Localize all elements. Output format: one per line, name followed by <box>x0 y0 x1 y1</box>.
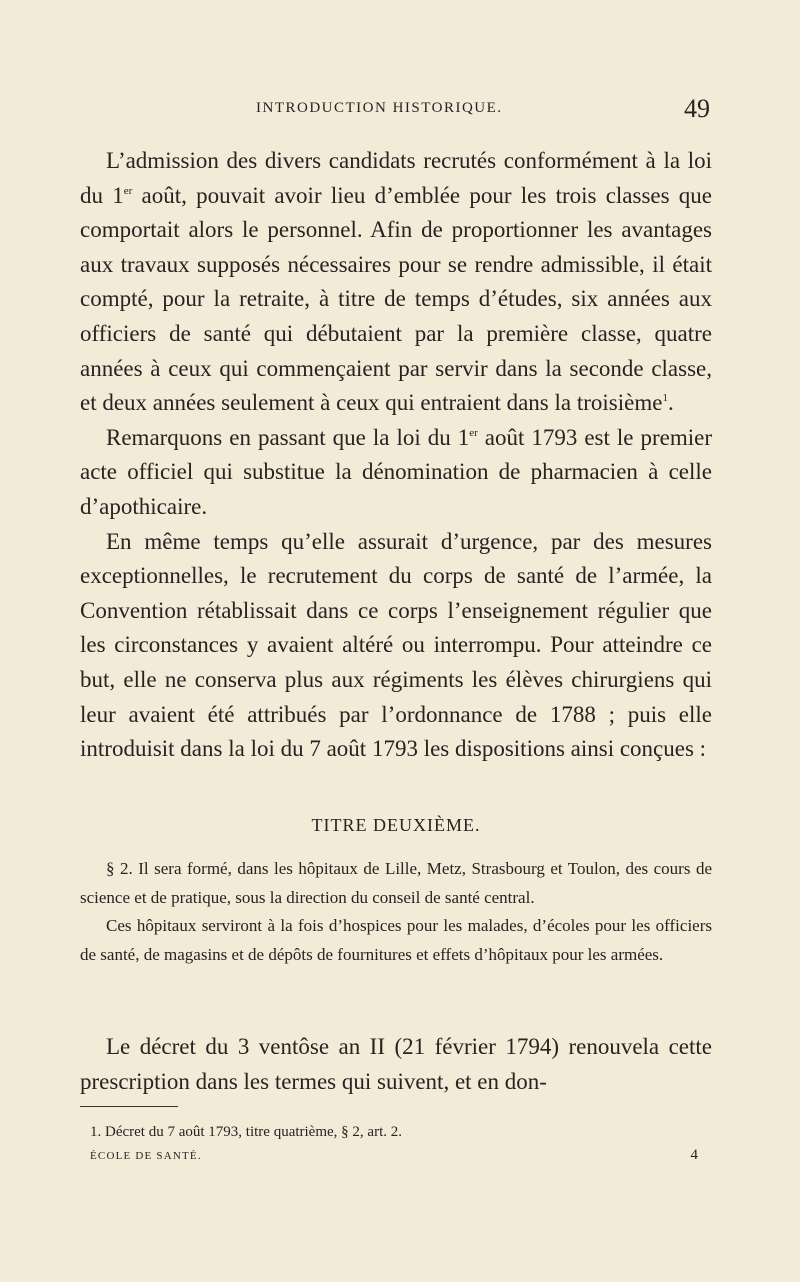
signature-number: 4 <box>690 1147 698 1163</box>
running-title: INTRODUCTION HISTORIQUE. <box>256 100 503 116</box>
paragraph: L’admission des divers candidats recrutés conformément à la loi du 1er août, pouvait avoir lieu d’emblée pour les trois classes que comportait alors le personnel. Afin de proportionner les avantages aux travaux supposés nécessaires pour se rendre admissible, il était compté, pour la retraite, à titre de temps d’études, six années aux officiers de santé qui débutaient par la première classe, quatre années à ceux qui commençaient par servir dans la seconde classe, et deux années seulement à ceux qui entraient dans la troisième$^1$. <box>80 148 713 416</box>
quote-paragraph: Ces hôpitaux serviront à la fois d’hospices pour les malades, d’écoles pour les officiers de santé, de magasins et de dépôts de fournitures et effets d’hôpitaux pour les armées. <box>80 916 712 964</box>
paragraph: En même temps qu’elle assurait d’urgence, par des mesures exceptionnelles, le recrutement du corps de santé de l’armée, la Convention rétablissait dans ce corps l’enseignement régulier que les circonstances y avaient altéré ou interrompu. Pour atteindre ce but, elle ne conserva plus aux régiments les élèves chirurgiens qui leur avaient été attribués par l’ordonnance de 1788 ; puis elle introduisit dans la loi du 7 août 1793 les dispositions ainsi conçues : <box>80 528 712 762</box>
footnote-marker: 1 <box>662 392 668 405</box>
book-page <box>80 0 712 1282</box>
footnote: 1. Décret du 7 août 1793, titre quatrième, § 2, art. 2. <box>90 1124 402 1140</box>
footnote-divider <box>80 1106 178 1107</box>
paragraph: Le décret du 3 ventôse an II (21 février 1794) renouvela cette prescription dans les termes qui suivent, et en don- <box>80 1034 712 1094</box>
main-text <box>80 144 712 767</box>
page-number: 49 <box>684 94 710 123</box>
page-header <box>80 94 712 130</box>
paragraph: Remarquons en passant que la loi du 1er août 1793 est le premier acte officiel qui substitue la dénomination de pharmacien à celle d’apothicaire. <box>80 424 712 519</box>
signature-label: ÉCOLE DE SANTÉ. <box>90 1150 202 1162</box>
main-text-continued <box>80 1030 712 1099</box>
quote-paragraph: § 2. Il sera formé, dans les hôpitaux de Lille, Metz, Strasbourg et Toulon, des cours de science et de pratique, sous la direction du conseil de santé central. <box>80 859 712 907</box>
quoted-law <box>80 855 712 969</box>
section-title: TITRE DEUXIÈME. <box>311 815 481 835</box>
printer-signature <box>80 1147 712 1172</box>
